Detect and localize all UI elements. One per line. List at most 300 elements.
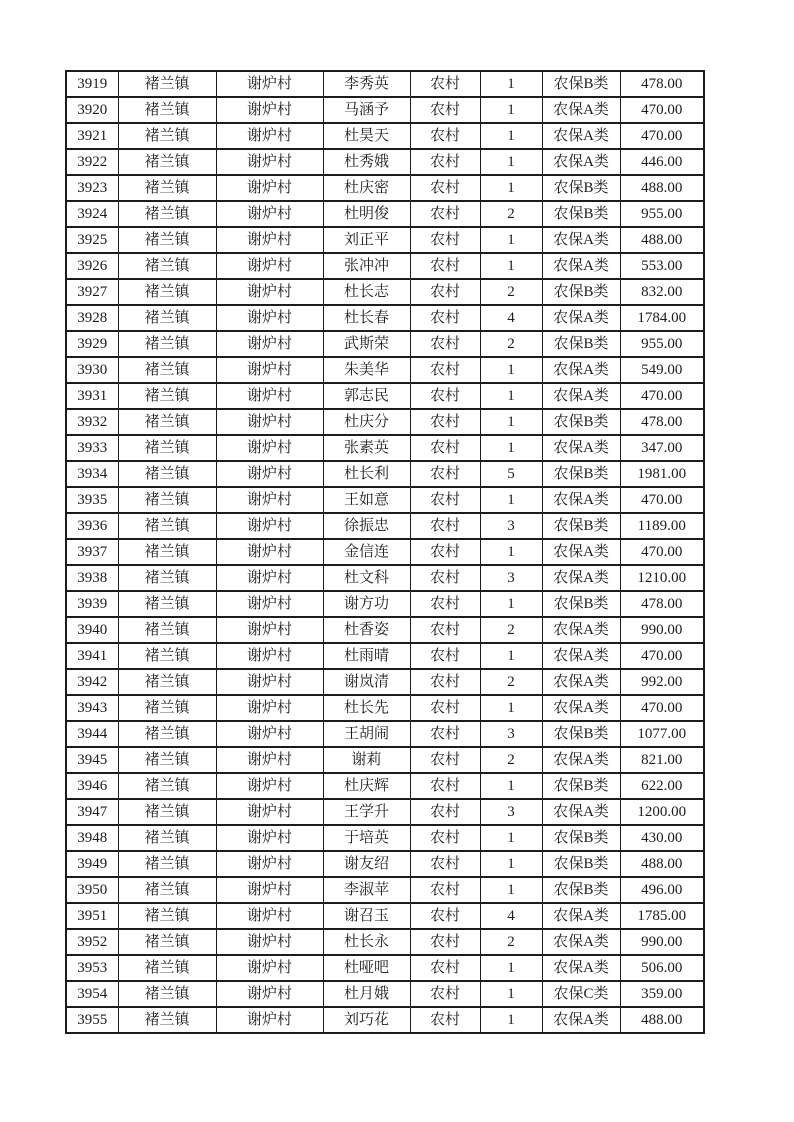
cell-village: 谢炉村 xyxy=(216,305,323,331)
table-row xyxy=(66,487,704,513)
cell-town: 褚兰镇 xyxy=(118,461,216,487)
cell-town: 褚兰镇 xyxy=(118,721,216,747)
cell-serial-number: 3950 xyxy=(66,877,118,903)
cell-village: 谢炉村 xyxy=(216,409,323,435)
cell-insurance-class: 农保A类 xyxy=(542,565,620,591)
cell-serial-number: 3937 xyxy=(66,539,118,565)
cell-person-name: 王如意 xyxy=(323,487,410,513)
table-row xyxy=(66,461,704,487)
cell-village: 谢炉村 xyxy=(216,279,323,305)
table-row xyxy=(66,565,704,591)
cell-village: 谢炉村 xyxy=(216,955,323,981)
cell-serial-number: 3932 xyxy=(66,409,118,435)
cell-household-type: 农村 xyxy=(410,929,480,955)
cell-person-name: 杜昊天 xyxy=(323,123,410,149)
cell-village: 谢炉村 xyxy=(216,747,323,773)
cell-household-type: 农村 xyxy=(410,123,480,149)
cell-insurance-class: 农保A类 xyxy=(542,955,620,981)
cell-insurance-class: 农保A类 xyxy=(542,227,620,253)
cell-person-name: 郭志民 xyxy=(323,383,410,409)
cell-amount: 478.00 xyxy=(620,591,704,617)
cell-village: 谢炉村 xyxy=(216,331,323,357)
cell-town: 褚兰镇 xyxy=(118,539,216,565)
cell-insurance-class: 农保A类 xyxy=(542,929,620,955)
cell-serial-number: 3923 xyxy=(66,175,118,201)
cell-insurance-class: 农保A类 xyxy=(542,253,620,279)
cell-insurance-class: 农保A类 xyxy=(542,487,620,513)
cell-town: 褚兰镇 xyxy=(118,955,216,981)
cell-household-type: 农村 xyxy=(410,409,480,435)
cell-town: 褚兰镇 xyxy=(118,279,216,305)
cell-town: 褚兰镇 xyxy=(118,123,216,149)
table-row xyxy=(66,643,704,669)
cell-person-name: 杜庆分 xyxy=(323,409,410,435)
cell-village: 谢炉村 xyxy=(216,565,323,591)
cell-person-count: 4 xyxy=(480,305,542,331)
cell-person-count: 2 xyxy=(480,201,542,227)
cell-insurance-class: 农保A类 xyxy=(542,539,620,565)
cell-insurance-class: 农保A类 xyxy=(542,1007,620,1033)
table-row xyxy=(66,331,704,357)
cell-serial-number: 3920 xyxy=(66,97,118,123)
cell-insurance-class: 农保B类 xyxy=(542,331,620,357)
cell-person-name: 李淑苹 xyxy=(323,877,410,903)
cell-serial-number: 3939 xyxy=(66,591,118,617)
cell-person-count: 3 xyxy=(480,799,542,825)
cell-amount: 1784.00 xyxy=(620,305,704,331)
cell-amount: 821.00 xyxy=(620,747,704,773)
cell-person-count: 1 xyxy=(480,825,542,851)
cell-insurance-class: 农保B类 xyxy=(542,175,620,201)
cell-insurance-class: 农保A类 xyxy=(542,149,620,175)
cell-village: 谢炉村 xyxy=(216,357,323,383)
cell-person-count: 1 xyxy=(480,955,542,981)
cell-household-type: 农村 xyxy=(410,825,480,851)
cell-village: 谢炉村 xyxy=(216,461,323,487)
cell-town: 褚兰镇 xyxy=(118,747,216,773)
cell-serial-number: 3940 xyxy=(66,617,118,643)
cell-town: 褚兰镇 xyxy=(118,877,216,903)
cell-household-type: 农村 xyxy=(410,97,480,123)
cell-household-type: 农村 xyxy=(410,227,480,253)
cell-village: 谢炉村 xyxy=(216,695,323,721)
cell-amount: 470.00 xyxy=(620,123,704,149)
cell-insurance-class: 农保B类 xyxy=(542,201,620,227)
cell-serial-number: 3921 xyxy=(66,123,118,149)
cell-person-count: 1 xyxy=(480,981,542,1007)
cell-person-name: 刘正平 xyxy=(323,227,410,253)
cell-person-name: 金信连 xyxy=(323,539,410,565)
cell-serial-number: 3954 xyxy=(66,981,118,1007)
cell-person-name: 朱美华 xyxy=(323,357,410,383)
cell-serial-number: 3941 xyxy=(66,643,118,669)
cell-household-type: 农村 xyxy=(410,461,480,487)
cell-person-count: 2 xyxy=(480,669,542,695)
cell-person-count: 4 xyxy=(480,903,542,929)
cell-village: 谢炉村 xyxy=(216,487,323,513)
table-row xyxy=(66,773,704,799)
cell-serial-number: 3942 xyxy=(66,669,118,695)
cell-serial-number: 3933 xyxy=(66,435,118,461)
table-row xyxy=(66,877,704,903)
cell-person-name: 武斯荣 xyxy=(323,331,410,357)
cell-town: 褚兰镇 xyxy=(118,383,216,409)
cell-person-name: 杜雨晴 xyxy=(323,643,410,669)
cell-town: 褚兰镇 xyxy=(118,487,216,513)
cell-town: 褚兰镇 xyxy=(118,357,216,383)
cell-amount: 1210.00 xyxy=(620,565,704,591)
cell-amount: 478.00 xyxy=(620,409,704,435)
cell-serial-number: 3938 xyxy=(66,565,118,591)
cell-serial-number: 3925 xyxy=(66,227,118,253)
cell-household-type: 农村 xyxy=(410,175,480,201)
cell-serial-number: 3929 xyxy=(66,331,118,357)
table-row xyxy=(66,227,704,253)
cell-person-count: 1 xyxy=(480,851,542,877)
cell-person-count: 3 xyxy=(480,565,542,591)
cell-village: 谢炉村 xyxy=(216,825,323,851)
cell-town: 褚兰镇 xyxy=(118,253,216,279)
cell-insurance-class: 农保A类 xyxy=(542,383,620,409)
table-row xyxy=(66,539,704,565)
table-row xyxy=(66,123,704,149)
cell-person-count: 1 xyxy=(480,409,542,435)
cell-amount: 446.00 xyxy=(620,149,704,175)
cell-person-count: 1 xyxy=(480,253,542,279)
table-row xyxy=(66,617,704,643)
cell-insurance-class: 农保B类 xyxy=(542,877,620,903)
cell-village: 谢炉村 xyxy=(216,669,323,695)
cell-person-name: 马涵予 xyxy=(323,97,410,123)
cell-household-type: 农村 xyxy=(410,331,480,357)
cell-serial-number: 3945 xyxy=(66,747,118,773)
cell-insurance-class: 农保B类 xyxy=(542,513,620,539)
cell-insurance-class: 农保B类 xyxy=(542,825,620,851)
cell-village: 谢炉村 xyxy=(216,227,323,253)
cell-village: 谢炉村 xyxy=(216,929,323,955)
cell-serial-number: 3927 xyxy=(66,279,118,305)
cell-person-count: 1 xyxy=(480,877,542,903)
cell-person-name: 王胡闹 xyxy=(323,721,410,747)
cell-amount: 1077.00 xyxy=(620,721,704,747)
cell-person-count: 5 xyxy=(480,461,542,487)
cell-household-type: 农村 xyxy=(410,617,480,643)
cell-village: 谢炉村 xyxy=(216,851,323,877)
cell-person-name: 王学升 xyxy=(323,799,410,825)
cell-insurance-class: 农保A类 xyxy=(542,669,620,695)
cell-person-count: 1 xyxy=(480,591,542,617)
cell-person-name: 谢莉 xyxy=(323,747,410,773)
table-row xyxy=(66,1007,704,1033)
cell-insurance-class: 农保C类 xyxy=(542,981,620,1007)
cell-household-type: 农村 xyxy=(410,357,480,383)
cell-town: 褚兰镇 xyxy=(118,149,216,175)
cell-serial-number: 3943 xyxy=(66,695,118,721)
cell-insurance-class: 农保A类 xyxy=(542,747,620,773)
table-row xyxy=(66,747,704,773)
cell-person-count: 1 xyxy=(480,643,542,669)
cell-person-count: 1 xyxy=(480,175,542,201)
cell-amount: 496.00 xyxy=(620,877,704,903)
cell-town: 褚兰镇 xyxy=(118,825,216,851)
cell-person-count: 1 xyxy=(480,487,542,513)
table-row xyxy=(66,903,704,929)
cell-household-type: 农村 xyxy=(410,747,480,773)
cell-village: 谢炉村 xyxy=(216,1007,323,1033)
cell-household-type: 农村 xyxy=(410,981,480,1007)
cell-amount: 488.00 xyxy=(620,175,704,201)
cell-village: 谢炉村 xyxy=(216,773,323,799)
cell-village: 谢炉村 xyxy=(216,97,323,123)
cell-household-type: 农村 xyxy=(410,201,480,227)
cell-household-type: 农村 xyxy=(410,851,480,877)
cell-amount: 990.00 xyxy=(620,617,704,643)
cell-village: 谢炉村 xyxy=(216,591,323,617)
cell-village: 谢炉村 xyxy=(216,123,323,149)
cell-person-name: 杜长利 xyxy=(323,461,410,487)
table-row xyxy=(66,825,704,851)
cell-person-count: 2 xyxy=(480,929,542,955)
benefits-table xyxy=(65,70,705,1034)
cell-insurance-class: 农保A类 xyxy=(542,695,620,721)
cell-household-type: 农村 xyxy=(410,721,480,747)
cell-town: 褚兰镇 xyxy=(118,851,216,877)
table-row xyxy=(66,669,704,695)
cell-household-type: 农村 xyxy=(410,1007,480,1033)
cell-village: 谢炉村 xyxy=(216,513,323,539)
cell-household-type: 农村 xyxy=(410,955,480,981)
cell-village: 谢炉村 xyxy=(216,435,323,461)
cell-person-count: 1 xyxy=(480,1007,542,1033)
cell-person-name: 张素英 xyxy=(323,435,410,461)
cell-insurance-class: 农保B类 xyxy=(542,591,620,617)
cell-household-type: 农村 xyxy=(410,903,480,929)
cell-household-type: 农村 xyxy=(410,513,480,539)
cell-person-count: 3 xyxy=(480,721,542,747)
cell-insurance-class: 农保A类 xyxy=(542,617,620,643)
cell-person-name: 杜长先 xyxy=(323,695,410,721)
cell-village: 谢炉村 xyxy=(216,539,323,565)
cell-serial-number: 3928 xyxy=(66,305,118,331)
cell-person-count: 1 xyxy=(480,357,542,383)
cell-serial-number: 3935 xyxy=(66,487,118,513)
cell-village: 谢炉村 xyxy=(216,903,323,929)
table-row xyxy=(66,175,704,201)
cell-town: 褚兰镇 xyxy=(118,175,216,201)
cell-household-type: 农村 xyxy=(410,149,480,175)
cell-household-type: 农村 xyxy=(410,669,480,695)
cell-insurance-class: 农保B类 xyxy=(542,409,620,435)
cell-village: 谢炉村 xyxy=(216,981,323,1007)
table-row xyxy=(66,305,704,331)
cell-village: 谢炉村 xyxy=(216,149,323,175)
table-row xyxy=(66,513,704,539)
cell-household-type: 农村 xyxy=(410,305,480,331)
cell-town: 褚兰镇 xyxy=(118,201,216,227)
cell-insurance-class: 农保A类 xyxy=(542,435,620,461)
cell-person-name: 于培英 xyxy=(323,825,410,851)
cell-insurance-class: 农保A类 xyxy=(542,305,620,331)
cell-village: 谢炉村 xyxy=(216,175,323,201)
cell-town: 褚兰镇 xyxy=(118,669,216,695)
cell-person-name: 谢岚清 xyxy=(323,669,410,695)
cell-town: 褚兰镇 xyxy=(118,643,216,669)
cell-town: 褚兰镇 xyxy=(118,1007,216,1033)
cell-serial-number: 3926 xyxy=(66,253,118,279)
cell-person-name: 杜长春 xyxy=(323,305,410,331)
cell-insurance-class: 农保A类 xyxy=(542,903,620,929)
cell-village: 谢炉村 xyxy=(216,383,323,409)
table-row xyxy=(66,929,704,955)
cell-serial-number: 3949 xyxy=(66,851,118,877)
cell-household-type: 农村 xyxy=(410,695,480,721)
cell-person-count: 1 xyxy=(480,97,542,123)
cell-amount: 488.00 xyxy=(620,227,704,253)
cell-serial-number: 3931 xyxy=(66,383,118,409)
cell-serial-number: 3955 xyxy=(66,1007,118,1033)
cell-insurance-class: 农保A类 xyxy=(542,97,620,123)
cell-amount: 1200.00 xyxy=(620,799,704,825)
cell-insurance-class: 农保B类 xyxy=(542,773,620,799)
table-row xyxy=(66,253,704,279)
cell-insurance-class: 农保B类 xyxy=(542,721,620,747)
cell-person-name: 谢友绍 xyxy=(323,851,410,877)
cell-town: 褚兰镇 xyxy=(118,409,216,435)
cell-town: 褚兰镇 xyxy=(118,305,216,331)
table-row xyxy=(66,149,704,175)
cell-amount: 470.00 xyxy=(620,539,704,565)
table-row xyxy=(66,201,704,227)
cell-town: 褚兰镇 xyxy=(118,929,216,955)
cell-amount: 832.00 xyxy=(620,279,704,305)
cell-serial-number: 3951 xyxy=(66,903,118,929)
cell-village: 谢炉村 xyxy=(216,877,323,903)
cell-household-type: 农村 xyxy=(410,591,480,617)
cell-amount: 549.00 xyxy=(620,357,704,383)
cell-amount: 470.00 xyxy=(620,383,704,409)
cell-village: 谢炉村 xyxy=(216,71,323,97)
cell-amount: 488.00 xyxy=(620,1007,704,1033)
cell-amount: 990.00 xyxy=(620,929,704,955)
cell-town: 褚兰镇 xyxy=(118,71,216,97)
cell-insurance-class: 农保B类 xyxy=(542,461,620,487)
cell-serial-number: 3936 xyxy=(66,513,118,539)
cell-town: 褚兰镇 xyxy=(118,227,216,253)
cell-amount: 430.00 xyxy=(620,825,704,851)
cell-amount: 553.00 xyxy=(620,253,704,279)
table-body xyxy=(66,71,704,1033)
cell-serial-number: 3952 xyxy=(66,929,118,955)
cell-person-count: 1 xyxy=(480,773,542,799)
cell-insurance-class: 农保A类 xyxy=(542,643,620,669)
cell-insurance-class: 农保A类 xyxy=(542,799,620,825)
cell-person-count: 1 xyxy=(480,383,542,409)
cell-amount: 1981.00 xyxy=(620,461,704,487)
cell-person-count: 1 xyxy=(480,149,542,175)
cell-amount: 992.00 xyxy=(620,669,704,695)
cell-household-type: 农村 xyxy=(410,253,480,279)
cell-serial-number: 3953 xyxy=(66,955,118,981)
table-row xyxy=(66,851,704,877)
cell-town: 褚兰镇 xyxy=(118,435,216,461)
cell-person-count: 1 xyxy=(480,539,542,565)
table-row xyxy=(66,721,704,747)
cell-town: 褚兰镇 xyxy=(118,981,216,1007)
cell-person-name: 谢召玉 xyxy=(323,903,410,929)
cell-amount: 955.00 xyxy=(620,331,704,357)
cell-person-name: 杜长志 xyxy=(323,279,410,305)
cell-serial-number: 3922 xyxy=(66,149,118,175)
cell-person-name: 杜香姿 xyxy=(323,617,410,643)
cell-amount: 470.00 xyxy=(620,695,704,721)
cell-amount: 347.00 xyxy=(620,435,704,461)
cell-person-name: 杜明俊 xyxy=(323,201,410,227)
cell-serial-number: 3919 xyxy=(66,71,118,97)
table-row xyxy=(66,981,704,1007)
cell-serial-number: 3944 xyxy=(66,721,118,747)
cell-amount: 478.00 xyxy=(620,71,704,97)
cell-village: 谢炉村 xyxy=(216,253,323,279)
cell-town: 褚兰镇 xyxy=(118,565,216,591)
cell-person-name: 杜长永 xyxy=(323,929,410,955)
cell-person-name: 杜文科 xyxy=(323,565,410,591)
cell-person-name: 杜庆密 xyxy=(323,175,410,201)
cell-person-count: 2 xyxy=(480,617,542,643)
cell-person-name: 谢方功 xyxy=(323,591,410,617)
table-row xyxy=(66,409,704,435)
cell-household-type: 农村 xyxy=(410,565,480,591)
cell-amount: 488.00 xyxy=(620,851,704,877)
cell-village: 谢炉村 xyxy=(216,617,323,643)
cell-person-name: 张冲冲 xyxy=(323,253,410,279)
cell-village: 谢炉村 xyxy=(216,643,323,669)
cell-amount: 1785.00 xyxy=(620,903,704,929)
table-row xyxy=(66,97,704,123)
cell-serial-number: 3930 xyxy=(66,357,118,383)
cell-person-name: 杜秀娥 xyxy=(323,149,410,175)
cell-amount: 470.00 xyxy=(620,643,704,669)
cell-person-name: 杜月娥 xyxy=(323,981,410,1007)
cell-person-name: 杜哑吧 xyxy=(323,955,410,981)
cell-serial-number: 3934 xyxy=(66,461,118,487)
cell-person-name: 刘巧花 xyxy=(323,1007,410,1033)
cell-village: 谢炉村 xyxy=(216,799,323,825)
cell-insurance-class: 农保A类 xyxy=(542,123,620,149)
cell-amount: 1189.00 xyxy=(620,513,704,539)
cell-serial-number: 3924 xyxy=(66,201,118,227)
cell-town: 褚兰镇 xyxy=(118,331,216,357)
cell-household-type: 农村 xyxy=(410,799,480,825)
cell-person-count: 2 xyxy=(480,331,542,357)
cell-household-type: 农村 xyxy=(410,877,480,903)
cell-town: 褚兰镇 xyxy=(118,773,216,799)
cell-village: 谢炉村 xyxy=(216,721,323,747)
cell-amount: 506.00 xyxy=(620,955,704,981)
cell-serial-number: 3946 xyxy=(66,773,118,799)
cell-person-count: 1 xyxy=(480,227,542,253)
cell-household-type: 农村 xyxy=(410,643,480,669)
cell-person-count: 1 xyxy=(480,695,542,721)
cell-person-count: 1 xyxy=(480,435,542,461)
cell-town: 褚兰镇 xyxy=(118,617,216,643)
table-row xyxy=(66,799,704,825)
cell-insurance-class: 农保A类 xyxy=(542,357,620,383)
table-row xyxy=(66,955,704,981)
cell-household-type: 农村 xyxy=(410,279,480,305)
cell-person-name: 杜庆辉 xyxy=(323,773,410,799)
cell-insurance-class: 农保B类 xyxy=(542,851,620,877)
cell-person-name: 徐振忠 xyxy=(323,513,410,539)
